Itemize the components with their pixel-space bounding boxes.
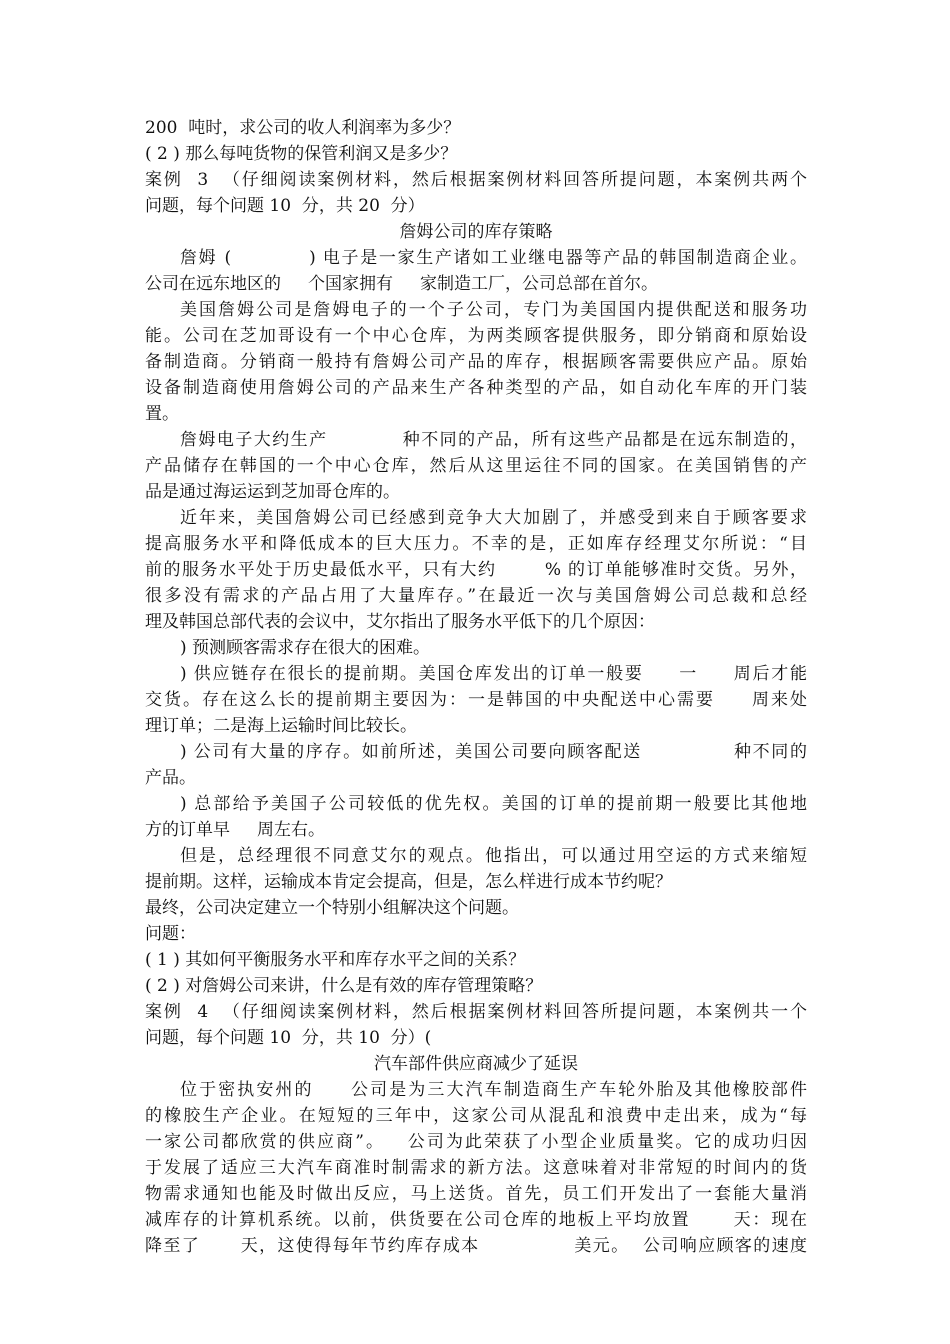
paragraph-line: 公司在远东地区的 个国家拥有 家制造工厂，公司总部在首尔。 bbox=[145, 274, 659, 294]
paragraph-line: 减库存的计算机系统。以前，供货要在公司仓库的地板上平均放置 天：现在 bbox=[145, 1210, 807, 1230]
paragraph-line: 交货。存在这么长的提前期主要因为：一是韩国的中央配送中心需要 周来处 bbox=[145, 690, 807, 710]
paragraph-line: 理及韩国总部代表的会议中，艾尔指出了服务水平低下的几个原因： bbox=[145, 612, 655, 632]
paragraph-line: 近年来，美国詹姆公司已经感到竞争大大加剧了，并感受到来自于顾客要求 bbox=[180, 508, 807, 528]
paragraph-line: 于发展了适应三大汽车商准时制需求的新方法。这意味着对非常短的时间内的货 bbox=[145, 1158, 807, 1178]
paragraph-line: 产品。 bbox=[145, 768, 196, 788]
paragraph-line: 但是，总经理很不同意艾尔的观点。他指出，可以通过用空运的方式来缩短 bbox=[180, 846, 807, 866]
case-header: 问题，每个问题 10 分，共 20 分） bbox=[145, 196, 425, 216]
paragraph-line: ) 供应链存在很长的提前期。美国仓库发出的订单一般要 一 周后才能 bbox=[180, 664, 807, 684]
paragraph-line: 詹姆电子大约生产 种不同的产品，所有这些产品都是在远东制造的， bbox=[180, 430, 807, 450]
case-header: 案例 3 （仔细阅读案例材料，然后根据案例材料回答所提问题，本案例共两个 bbox=[145, 170, 807, 190]
paragraph-line: 品是通过海运运到芝加哥仓库的。 bbox=[145, 482, 400, 502]
paragraph-line: 降至了 天，这使得每年节约库存成本 美元。 公司响应顾客的速度 bbox=[145, 1236, 807, 1256]
paragraph-line: 位于密执安州的 公司是为三大汽车制造商生产车轮外胎及其他橡胶部件 bbox=[180, 1080, 807, 1100]
paragraph-line: 物需求通知也能及时做出反应，马上送货。首先，员工们开发出了一套能大量消 bbox=[145, 1184, 807, 1204]
paragraph-line: 产品储存在韩国的一个中心仓库，然后从这里运往不同的国家。在美国销售的产 bbox=[145, 456, 807, 476]
case-title: 詹姆公司的库存策略 bbox=[399, 222, 553, 242]
paragraph-line: 备制造商。分销商一般持有詹姆公司产品的库存，根据顾客需要供应产品。原始 bbox=[145, 352, 807, 372]
paragraph-line: 的橡胶生产企业。在短短的三年中，这家公司从混乱和浪费中走出来，成为“每 bbox=[145, 1106, 807, 1126]
paragraph-line: ) 总部给予美国子公司较低的优先权。美国的订单的提前期一般要比其他地 bbox=[180, 794, 807, 814]
case-header: 问题，每个问题 10 分，共 10 分）( bbox=[145, 1028, 432, 1048]
paragraph-line: 很多没有需求的产品占用了大量库存。”在最近一次与美国詹姆公司总裁和总经 bbox=[145, 586, 807, 606]
question-line: ( 1 ) 其如何平衡服务水平和库存水平之间的关系？ bbox=[145, 950, 526, 970]
paragraph-line: 置。 bbox=[145, 404, 179, 424]
paragraph-line: ) 预测顾客需求存在很大的困难。 bbox=[180, 638, 431, 658]
paragraph-line: 能。公司在芝加哥设有一个中心仓库，为两类顾客提供服务，即分销商和原始设 bbox=[145, 326, 807, 346]
questions-heading: 问题： bbox=[145, 924, 196, 944]
case-title: 汽车部件供应商减少了延误 bbox=[374, 1054, 578, 1074]
paragraph-line: 提前期。这样，运输成本肯定会提高，但是，怎么样进行成本节约呢？ bbox=[145, 872, 672, 892]
paragraph-line: 提高服务水平和降低成本的巨大压力。不幸的是，正如库存经理艾尔所说：“目 bbox=[145, 534, 807, 554]
paragraph-line: 一家公司都欣赏的供应商”。 公司为此荣获了小型企业质量奖。它的成功归因 bbox=[145, 1132, 807, 1152]
question-line: ( 2 ) 那么每吨货物的保管利润又是多少？ bbox=[145, 144, 458, 164]
paragraph-line: 詹姆 ( ) 电子是一家生产诸如工业继电器等产品的韩国制造商企业。 bbox=[180, 248, 807, 268]
paragraph-line: 方的订单早 周左右。 bbox=[145, 820, 326, 840]
case-header: 案例 4 （仔细阅读案例材料，然后根据案例材料回答所提问题，本案例共一个 bbox=[145, 1002, 807, 1022]
paragraph-line: 理订单；二是海上运输时间比较长。 bbox=[145, 716, 417, 736]
paragraph-line: 前的服务水平处于历史最低水平，只有大约 % 的订单能够准时交货。另外， bbox=[145, 560, 807, 580]
paragraph-line: 设备制造商使用詹姆公司的产品来生产各种类型的产品，如自动化车库的开门装 bbox=[145, 378, 807, 398]
question-line: ( 2 ) 对詹姆公司来讲，什么是有效的库存管理策略？ bbox=[145, 976, 543, 996]
paragraph-line: 美国詹姆公司是詹姆电子的一个子公司，专门为美国国内提供配送和服务功 bbox=[180, 300, 807, 320]
paragraph-line: ) 公司有大量的序存。如前所述，美国公司要向顾客配送 种不同的 bbox=[180, 742, 807, 762]
question-line: 200 吨时，求公司的收人利润率为多少？ bbox=[145, 118, 461, 138]
paragraph-line: 最终，公司决定建立一个特别小组解决这个问题。 bbox=[145, 898, 519, 918]
